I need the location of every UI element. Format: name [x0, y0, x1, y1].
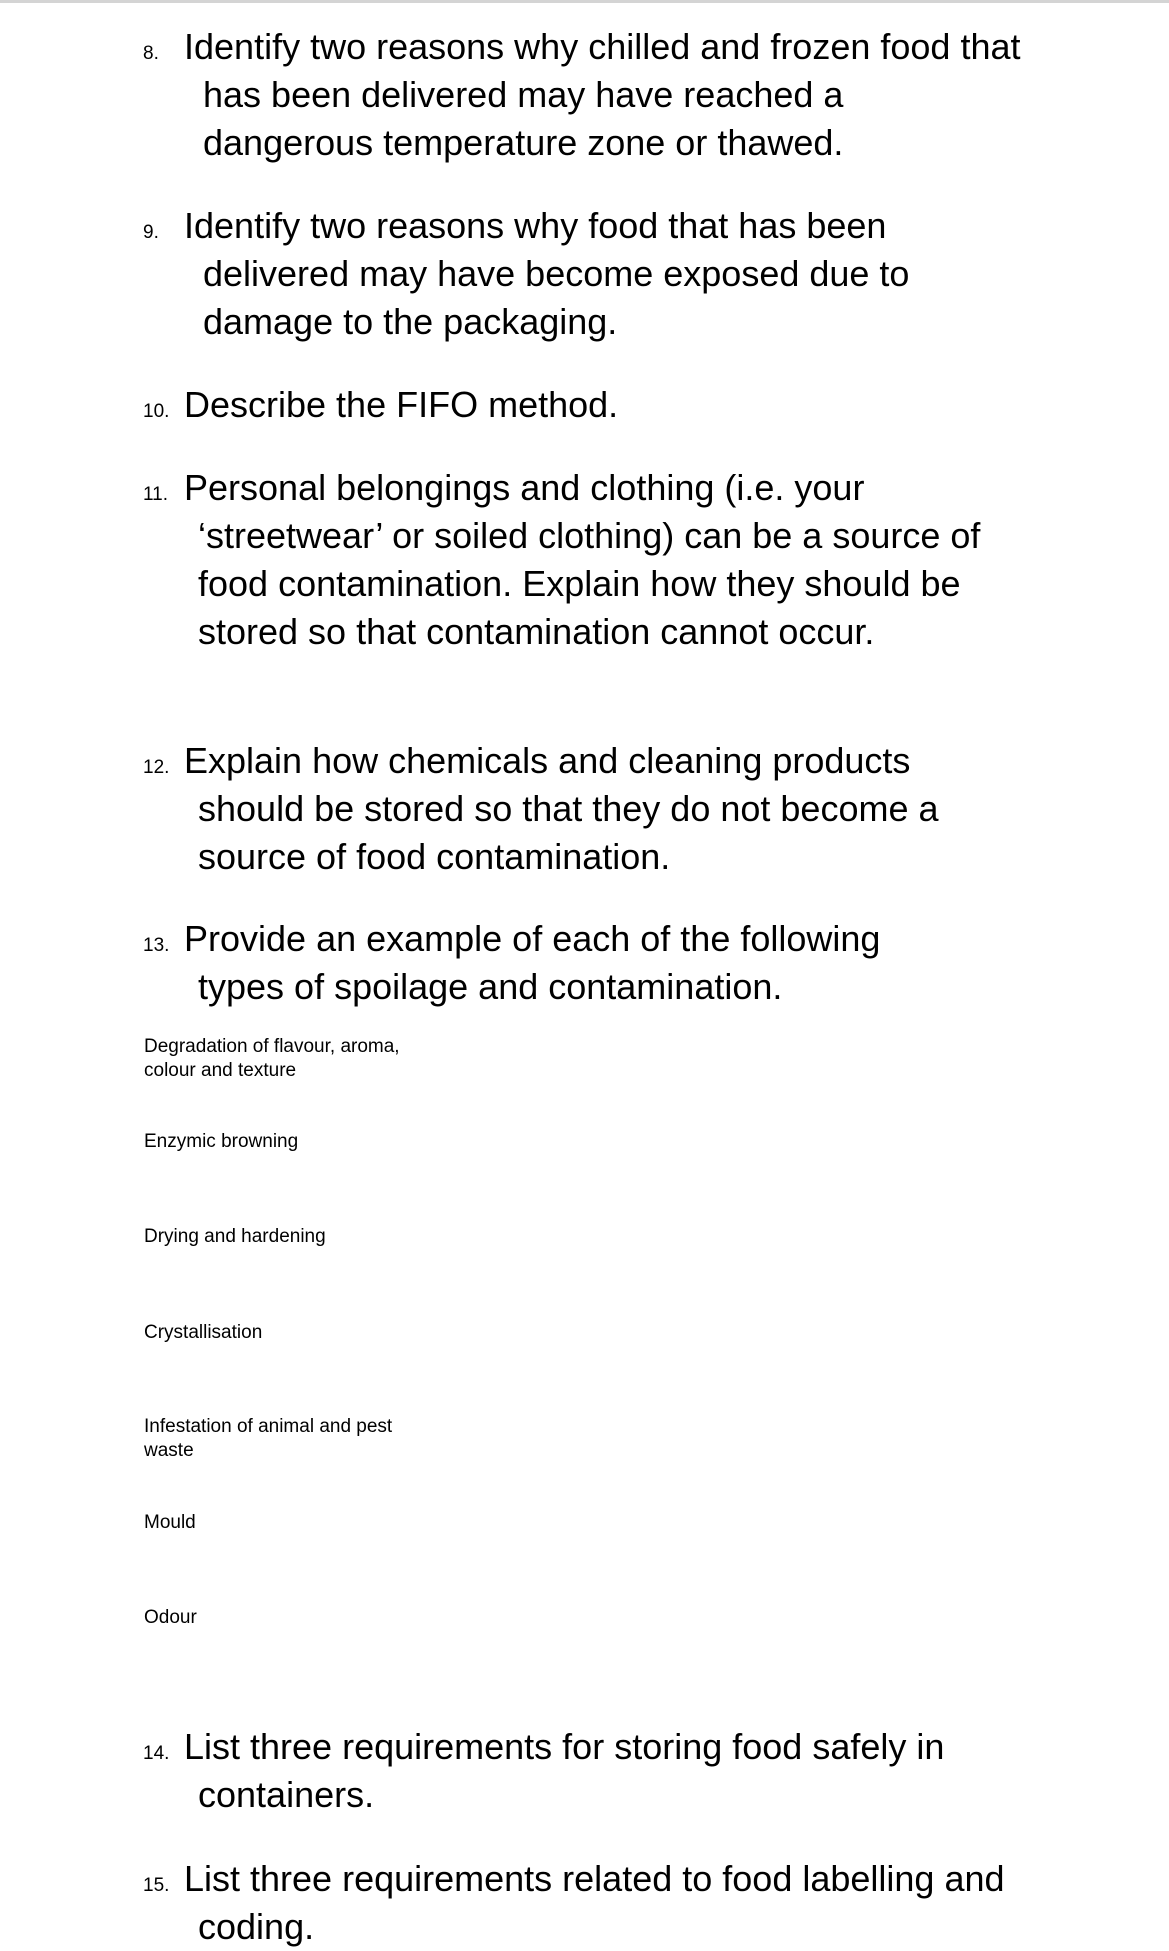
question-number: 14. [143, 1743, 170, 1764]
spoilage-label: Degradation of flavour, aroma, colour and texture [144, 1036, 400, 1081]
question-number: 12. [143, 757, 170, 778]
question-text: List three requirements related to food labelling and coding. [184, 1858, 1005, 1947]
question-8 [143, 23, 1023, 167]
question-text: Explain how chemicals and cleaning products should be stored so that they do not become a source of food contamination. [184, 740, 939, 877]
spoilage-label: Crystallisation [144, 1322, 263, 1343]
question-number: 9. [143, 222, 159, 243]
question-text: Describe the FIFO method. [184, 384, 619, 425]
spoilage-label: Odour [144, 1607, 197, 1628]
question-11 [143, 464, 1023, 656]
question-14 [143, 1723, 983, 1819]
question-15 [143, 1855, 1023, 1951]
question-text: Identify two reasons why chilled and frozen food that has been delivered may have reached a dangerous temperature zone or thawed. [184, 26, 1021, 163]
spoilage-label: Mould [144, 1512, 196, 1533]
question-text: List three requirements for storing food safely in containers. [184, 1726, 945, 1815]
question-10 [143, 381, 1043, 429]
question-13 [143, 915, 973, 1011]
question-number: 15. [143, 1875, 170, 1896]
question-9 [143, 202, 1023, 346]
question-number: 10. [143, 401, 170, 422]
question-12 [143, 737, 1023, 881]
question-number: 13. [143, 935, 170, 956]
spoilage-label: Infestation of animal and pest waste [144, 1416, 393, 1461]
spoilage-label: Drying and hardening [144, 1226, 326, 1247]
spoilage-label: Enzymic browning [144, 1131, 299, 1152]
question-text: Personal belongings and clothing (i.e. your ‘streetwear’ or soiled clothing) can be a source of food contamination. Explain how they should be stored so that contamination cannot occur. [184, 467, 981, 652]
question-number: 11. [143, 484, 169, 505]
question-text: Provide an example of each of the following types of spoilage and contamination. [184, 918, 881, 1007]
question-text: Identify two reasons why food that has been delivered may have become exposed due to damage to the packaging. [184, 205, 910, 342]
question-number: 8. [143, 43, 159, 64]
top-border [0, 0, 1169, 3]
